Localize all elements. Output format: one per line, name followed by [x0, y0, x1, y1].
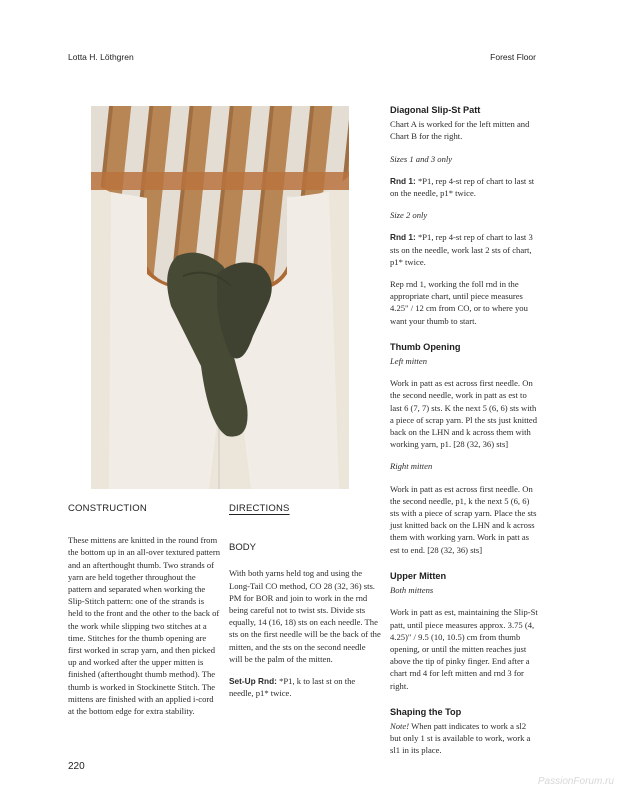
- round1-text-b: *P1, rep 4-st rep of chart to last 3 sts on the needle, work last 2 sts of chart, p1* twice.: [390, 232, 533, 267]
- upper-mitten-heading: Upper Mitten: [390, 570, 447, 581]
- running-header-author: Lotta H. Löthgren: [68, 52, 134, 62]
- construction-heading: CONSTRUCTION: [68, 503, 147, 514]
- page-number: 220: [68, 761, 85, 772]
- round1-label-b: Rnd 1:: [390, 232, 416, 243]
- size-2-label: Size 2 only: [390, 210, 428, 221]
- setup-round: [229, 675, 381, 699]
- thumb-heading: Thumb Opening: [390, 341, 461, 352]
- photo-illustration: [91, 106, 349, 489]
- shaping-heading: Shaping the Top: [390, 706, 462, 717]
- shaping-note: [390, 720, 538, 757]
- round1-size-2: [390, 231, 538, 268]
- note-label: Note!: [390, 720, 410, 731]
- right-mitten-label: Right mitten: [390, 461, 433, 472]
- upper-mitten-text: Work in patt as est, maintaining the Slip-St patt, until piece measures approx. 3.75 (4, 4.25)" / 9.5 (10, 10.5) cm from thumb opening, or until the mitten reaches just above the tip of pinky finger. End after a chart rnd 4 for left mitten and rnd 3 for right.: [390, 607, 538, 691]
- round1-label-a: Rnd 1:: [390, 175, 416, 186]
- left-mitten-label: Left mitten: [390, 356, 427, 367]
- round1-text-a: *P1, rep 4-st rep of chart to last st on the needle, p1* twice.: [390, 175, 535, 199]
- diagonal-intro: Chart A is worked for the left mitten and Chart B for the right.: [390, 119, 530, 142]
- mittens-photo: [91, 106, 349, 489]
- setup-round-text: *P1, k to last st on the needle, p1* twice.: [229, 676, 356, 699]
- pattern-column: [390, 104, 538, 771]
- round1-sizes-1-3: [390, 175, 538, 199]
- directions-heading: DIRECTIONS: [229, 503, 290, 514]
- directions-column: [229, 503, 381, 709]
- both-mittens-label: Both mittens: [390, 585, 434, 596]
- repeat-text: Rep rnd 1, working the foll rnd in the appropriate chart, until piece measures 4.25" / 12 cm from CO, or to where you want your thumb to start.: [390, 279, 528, 326]
- left-mitten-text: Work in patt as est across first needle. On the second needle, work in patt as est to last 6 (7, 7) sts. K the next 5 (6, 6) sts with a piece of scrap yarn. Pl the sts just knitted back on the LHN and k across them with working yarn, p1. [28 (32, 36) sts]: [390, 378, 538, 450]
- construction-text: These mittens are knitted in the round from the bottom up in an all-over textured pattern and an afterthought thumb. Two strands of yarn are held together throughout the pattern and separated when working the Slip-Stitch pattern: one of the strands is held to the front and the other to the back of the work while slipping two stitches at a time. Stitches for the thumb opening are first worked in scrap yarn, and then picked up and worked after the upper mitten is finished (afterthought thumb method). The thumb is worked in Stockinette Stitch. The mittens are finished with an applied i-cord at the bottom edge for extra stability.: [68, 535, 221, 717]
- right-mitten-text: Work in patt as est across first needle. On the second needle, p1, k the next 5 (6, 6) sts with a piece of scrap yarn. Place the sts just knitted back on the LHN and k across them with working yarn. Work in patt as est to end. [28 (32, 36) sts]: [390, 483, 537, 555]
- watermark: PassionForum.ru: [537, 776, 614, 787]
- body-text: With both yarns held tog and using the Long-Tail CO method, CO 28 (32, 36) sts. PM for BOR and join to work in the rnd being careful not to twist sts. Divide sts equally, 14 (16, 18) sts on each needle. The sts on the first needle will be the back of the mitten, and the sts on the second needle will be the palm of the mitten.: [229, 568, 381, 664]
- setup-round-label: Set-Up Rnd:: [229, 676, 277, 687]
- construction-column: [68, 503, 220, 727]
- running-header-title: Forest Floor: [490, 52, 536, 62]
- diagonal-heading: Diagonal Slip-St Patt: [390, 105, 481, 115]
- body-heading: BODY: [229, 542, 256, 554]
- note-text: When patt indicates to work a sl2 but only 1 st is available to work, work a sl1 in its place.: [390, 720, 531, 756]
- sizes-1-3-label: Sizes 1 and 3 only: [390, 153, 453, 164]
